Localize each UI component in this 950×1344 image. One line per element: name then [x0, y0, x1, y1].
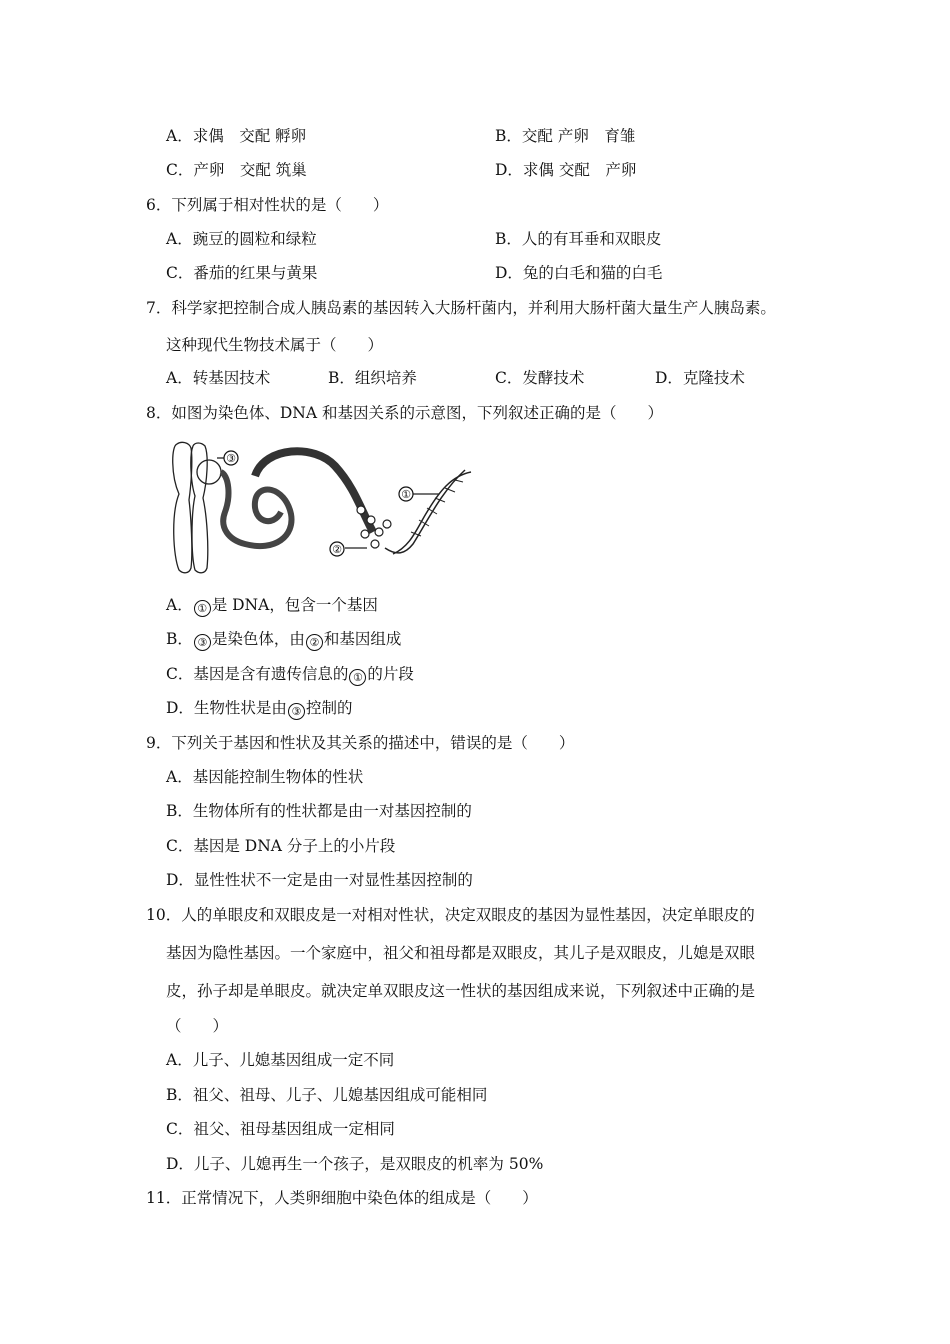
q7-option-c: C．发酵技术 — [495, 369, 585, 387]
q6-option-c: C．番茄的红果与黄果 — [166, 264, 318, 282]
q10-stem-line1: 10．人的单眼皮和双眼皮是一对相对性状，决定双眼皮的基因为显性基因，决定单眼皮的 — [146, 906, 755, 924]
figure-label-1: ① — [401, 488, 411, 501]
q8-option-a-prefix: A． — [166, 596, 193, 614]
q10-stem-line4: （ ） — [166, 1017, 229, 1035]
q11-stem: 11．正常情况下，人类卵细胞中染色体的组成是（ ） — [146, 1189, 538, 1207]
q7-option-a: A．转基因技术 — [166, 369, 271, 387]
q10-stem-line3: 皮，孙子却是单眼皮。就决定单双眼皮这一性状的基因组成来说，下列叙述中正确的是 — [166, 982, 756, 1000]
circled-number: ① — [194, 600, 211, 617]
q6-option-d: D．兔的白毛和猫的白毛 — [495, 264, 663, 282]
q6-option-b: B．人的有耳垂和双眼皮 — [495, 230, 662, 248]
q10-stem-line2: 基因为隐性基因。一个家庭中，祖父和祖母都是双眼皮，其儿子是双眼皮，儿媳是双眼 — [166, 944, 756, 962]
q5-option-d: D．求偶 交配 产卵 — [495, 161, 637, 179]
q8-option-d-text: D．生物性状是由 — [166, 699, 287, 717]
circled-number: ② — [306, 634, 323, 651]
q9-option-a: A．基因能控制生物体的性状 — [166, 768, 364, 786]
q8-option-a — [166, 595, 378, 617]
circled-number: ③ — [194, 634, 211, 651]
q8-option-c-text-end: 的片段 — [367, 665, 414, 683]
q6-option-a: A．豌豆的圆粒和绿粒 — [166, 230, 317, 248]
q7-stem-line2: 这种现代生物技术属于（ ） — [166, 336, 384, 354]
q9-option-c: C．基因是 DNA 分子上的小片段 — [166, 837, 396, 855]
q8-option-b-prefix: B． — [166, 630, 193, 648]
circled-number: ③ — [288, 703, 305, 720]
q9-stem: 9．下列关于基因和性状及其关系的描述中，错误的是（ ） — [146, 734, 575, 752]
figure-label-3: ③ — [226, 452, 236, 465]
q8-option-b-text: 是染色体，由 — [211, 630, 305, 648]
q5-option-c: C．产卵 交配 筑巢 — [166, 161, 307, 179]
q7-option-b: B．组织培养 — [328, 369, 417, 387]
q8-option-b-text-end: 和基因组成 — [323, 630, 402, 648]
q8-stem: 8．如图为染色体、DNA 和基因关系的示意图，下列叙述正确的是（ ） — [146, 404, 663, 422]
q7-option-d: D．克隆技术 — [655, 369, 745, 387]
q10-option-b: B．祖父、祖母、儿子、儿媳基因组成可能相同 — [166, 1086, 488, 1104]
coiled-fiber — [221, 472, 292, 546]
q5-option-a: A．求偶 交配 孵卵 — [166, 127, 307, 145]
q7-stem-line1: 7．科学家把控制合成人胰岛素的基因转入大肠杆菌内，并利用大肠杆菌大量生产人胰岛素。 — [146, 299, 776, 317]
q9-option-b: B．生物体所有的性状都是由一对基因控制的 — [166, 802, 472, 820]
q6-stem: 6．下列属于相对性状的是（ ） — [146, 196, 389, 214]
q8-option-a-text: 是 DNA，包含一个基因 — [211, 596, 378, 614]
q8-option-c-text: C．基因是含有遗传信息的 — [166, 665, 349, 683]
q8-option-d — [166, 698, 352, 720]
q8-option-c — [166, 664, 414, 686]
chromosome-arm-left — [173, 442, 192, 572]
magnify-circle — [197, 460, 221, 484]
q9-option-d: D．显性性状不一定是由一对显性基因控制的 — [166, 871, 473, 889]
circled-number: ① — [349, 669, 366, 686]
q10-option-d: D．儿子、儿媳再生一个孩子，是双眼皮的机率为 50% — [166, 1155, 544, 1173]
q8-option-b — [166, 629, 401, 651]
chromosome-dna-figure — [165, 436, 477, 576]
q10-option-c: C．祖父、祖母基因组成一定相同 — [166, 1120, 395, 1138]
q5-option-b: B．交配 产卵 育雏 — [495, 127, 636, 145]
q8-option-d-text-end: 控制的 — [305, 699, 353, 717]
chromosome-arm-right — [191, 443, 208, 573]
q10-option-a: A．儿子、儿媳基因组成一定不同 — [166, 1051, 395, 1069]
figure-label-2: ② — [332, 543, 342, 556]
